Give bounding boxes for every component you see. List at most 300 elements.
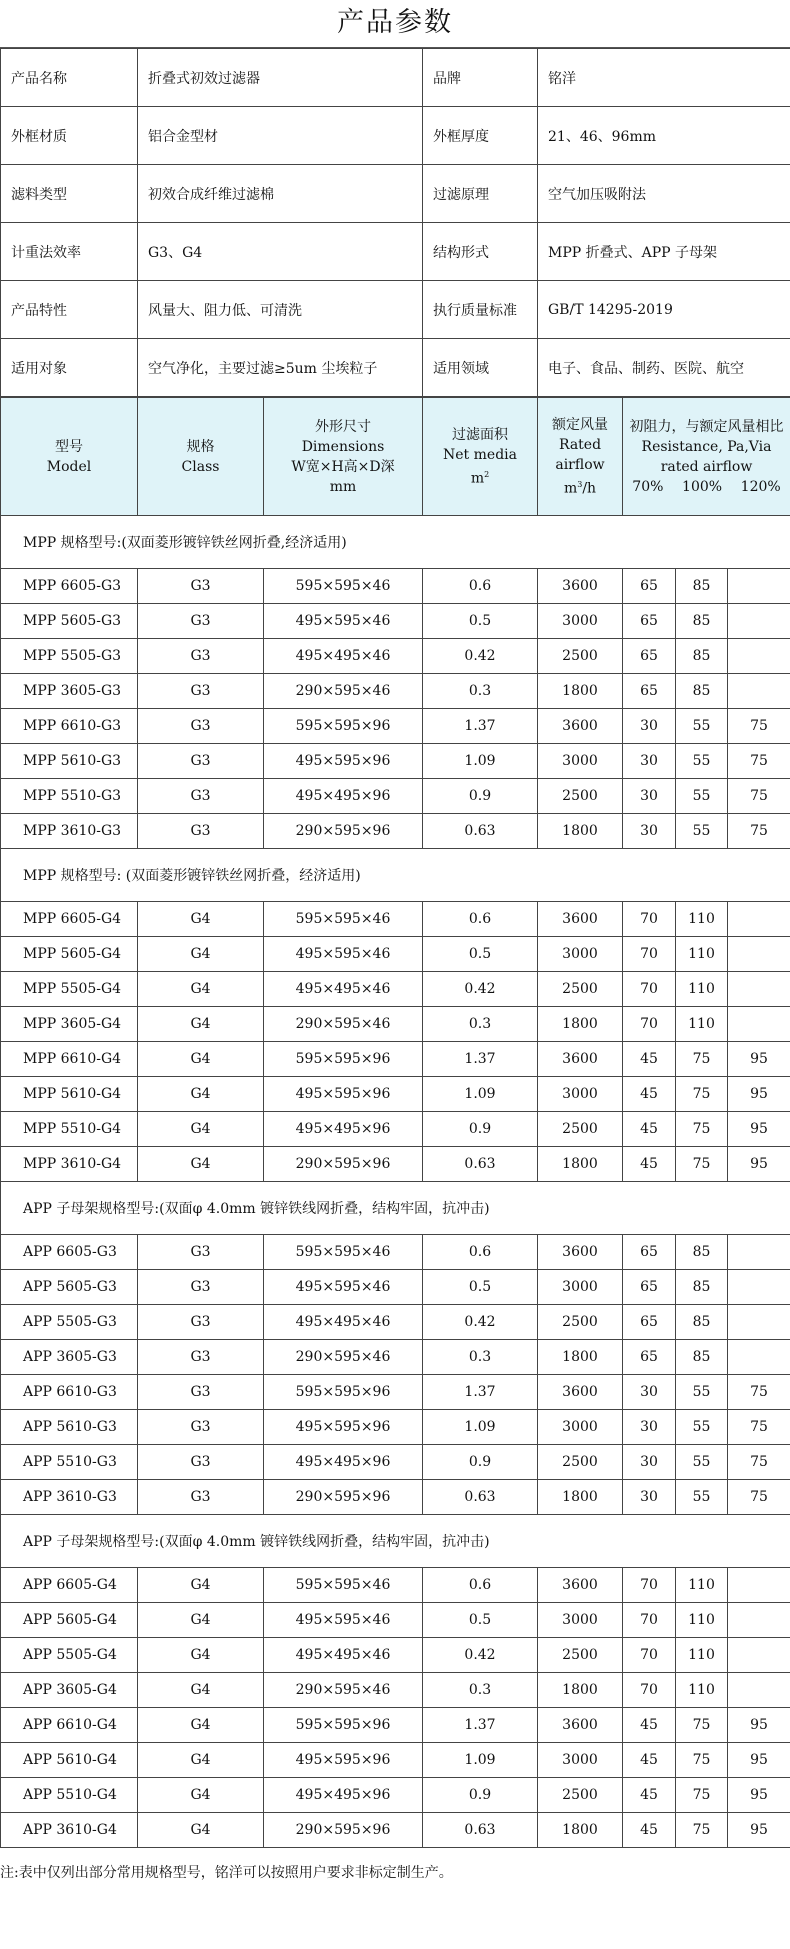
- property-label: 产品名称: [1, 49, 138, 107]
- cell-class: G4: [138, 1813, 264, 1848]
- group-header-row: [1, 1182, 790, 1235]
- property-value: GB/T 14295-2019: [538, 281, 790, 339]
- table-row: [1, 779, 790, 814]
- cell-net-media: 1.37: [423, 1375, 538, 1410]
- table-row: [1, 1305, 790, 1340]
- table-row: [1, 1007, 790, 1042]
- cell-dimensions: 495×595×96: [264, 744, 423, 779]
- cell-rated-airflow: 2500: [538, 1305, 623, 1340]
- cell-resistance-120: [728, 639, 790, 674]
- cell-model: APP 5605-G3: [1, 1270, 138, 1305]
- table-row: [1, 709, 790, 744]
- cell-dimensions: 495×595×96: [264, 1743, 423, 1778]
- cell-net-media: 0.42: [423, 972, 538, 1007]
- cell-resistance-70: 70: [623, 1638, 676, 1673]
- cell-rated-airflow: 3000: [538, 744, 623, 779]
- cell-class: G3: [138, 779, 264, 814]
- cell-rated-airflow: 3000: [538, 1410, 623, 1445]
- header-net-media: 过滤面积 Net media $m^2$: [423, 398, 538, 516]
- cell-net-media: 1.09: [423, 744, 538, 779]
- cell-dimensions: 495×595×46: [264, 1270, 423, 1305]
- cell-resistance-120: [728, 1638, 790, 1673]
- cell-model: MPP 6610-G3: [1, 709, 138, 744]
- cell-model: MPP 5510-G3: [1, 779, 138, 814]
- cell-class: G3: [138, 674, 264, 709]
- table-row: [1, 639, 790, 674]
- cell-rated-airflow: 3600: [538, 709, 623, 744]
- cell-dimensions: 595×595×46: [264, 1235, 423, 1270]
- cell-resistance-70: 65: [623, 1340, 676, 1375]
- cell-class: G3: [138, 1340, 264, 1375]
- group-label: APP 子母架规格型号:(双面φ 4.0mm 镀锌铁线网折叠，结构牢固，抗冲击): [1, 1182, 790, 1235]
- cell-model: APP 5510-G4: [1, 1778, 138, 1813]
- cell-resistance-120: [728, 1270, 790, 1305]
- cell-dimensions: 595×595×46: [264, 902, 423, 937]
- cell-rated-airflow: 2500: [538, 1778, 623, 1813]
- cell-resistance-100: 55: [676, 709, 728, 744]
- cell-resistance-100: 75: [676, 1708, 728, 1743]
- property-label: 滤料类型: [1, 165, 138, 223]
- cell-dimensions: 495×495×96: [264, 1445, 423, 1480]
- cell-dimensions: 495×495×96: [264, 1112, 423, 1147]
- cell-resistance-70: 45: [623, 1112, 676, 1147]
- cell-model: MPP 6610-G4: [1, 1042, 138, 1077]
- cell-resistance-100: 110: [676, 1568, 728, 1603]
- property-value: 21、46、96mm: [538, 107, 790, 165]
- cell-resistance-100: 75: [676, 1743, 728, 1778]
- property-row: [1, 107, 790, 165]
- cell-resistance-70: 30: [623, 1375, 676, 1410]
- cell-resistance-70: 30: [623, 779, 676, 814]
- cell-resistance-120: [728, 674, 790, 709]
- spec-table: [0, 397, 790, 1848]
- cell-resistance-100: 55: [676, 779, 728, 814]
- cell-dimensions: 595×595×96: [264, 1375, 423, 1410]
- cell-rated-airflow: 1800: [538, 1480, 623, 1515]
- cell-net-media: 0.3: [423, 1340, 538, 1375]
- cell-model: APP 5510-G3: [1, 1445, 138, 1480]
- cell-resistance-100: 110: [676, 937, 728, 972]
- cell-net-media: 0.3: [423, 674, 538, 709]
- cell-rated-airflow: 2500: [538, 972, 623, 1007]
- cell-class: G4: [138, 1638, 264, 1673]
- cell-resistance-120: 95: [728, 1743, 790, 1778]
- property-value: G3、G4: [138, 223, 423, 281]
- cell-model: APP 5610-G3: [1, 1410, 138, 1445]
- cell-resistance-120: [728, 1007, 790, 1042]
- cell-dimensions: 495×595×46: [264, 1603, 423, 1638]
- cell-dimensions: 290×595×96: [264, 814, 423, 849]
- cell-resistance-120: [728, 1340, 790, 1375]
- table-row: [1, 1480, 790, 1515]
- cell-class: G3: [138, 1235, 264, 1270]
- cell-resistance-70: 70: [623, 1673, 676, 1708]
- cell-model: APP 5610-G4: [1, 1743, 138, 1778]
- cell-model: MPP 5505-G3: [1, 639, 138, 674]
- cell-resistance-100: 55: [676, 1445, 728, 1480]
- cell-net-media: 1.09: [423, 1077, 538, 1112]
- table-row: [1, 937, 790, 972]
- cell-class: G4: [138, 1743, 264, 1778]
- cell-class: G3: [138, 1445, 264, 1480]
- cell-resistance-100: 75: [676, 1813, 728, 1848]
- cell-resistance-100: 55: [676, 1480, 728, 1515]
- cell-net-media: 0.6: [423, 902, 538, 937]
- cell-resistance-100: 110: [676, 1638, 728, 1673]
- cell-net-media: 0.42: [423, 1305, 538, 1340]
- cell-net-media: 0.42: [423, 639, 538, 674]
- table-row: [1, 1147, 790, 1182]
- cell-resistance-120: [728, 972, 790, 1007]
- cell-rated-airflow: 3600: [538, 1568, 623, 1603]
- cell-model: MPP 3605-G4: [1, 1007, 138, 1042]
- table-row: [1, 674, 790, 709]
- cell-resistance-70: 45: [623, 1042, 676, 1077]
- cell-resistance-70: 70: [623, 902, 676, 937]
- cell-rated-airflow: 2500: [538, 1112, 623, 1147]
- spec-header-row: [1, 398, 790, 516]
- table-row: [1, 1603, 790, 1638]
- cell-resistance-120: 95: [728, 1708, 790, 1743]
- cell-dimensions: 495×595×46: [264, 937, 423, 972]
- cell-class: G4: [138, 1042, 264, 1077]
- cell-resistance-120: [728, 604, 790, 639]
- cell-resistance-120: 75: [728, 709, 790, 744]
- cell-net-media: 0.9: [423, 779, 538, 814]
- cell-net-media: 0.9: [423, 1778, 538, 1813]
- property-label: 执行质量标准: [423, 281, 538, 339]
- table-row: [1, 1270, 790, 1305]
- cell-net-media: 0.63: [423, 814, 538, 849]
- cell-model: MPP 5610-G3: [1, 744, 138, 779]
- cell-resistance-100: 75: [676, 1077, 728, 1112]
- cell-resistance-120: 95: [728, 1077, 790, 1112]
- property-label: 适用对象: [1, 339, 138, 397]
- cell-class: G3: [138, 639, 264, 674]
- cell-class: G3: [138, 569, 264, 604]
- table-row: [1, 1708, 790, 1743]
- group-label: MPP 规格型号: (双面菱形镀锌铁丝网折叠，经济适用): [1, 849, 790, 902]
- table-row: [1, 1340, 790, 1375]
- cell-resistance-70: 70: [623, 972, 676, 1007]
- cell-class: G4: [138, 1568, 264, 1603]
- cell-rated-airflow: 3600: [538, 569, 623, 604]
- cell-resistance-70: 45: [623, 1778, 676, 1813]
- table-row: [1, 1410, 790, 1445]
- cell-net-media: 0.6: [423, 569, 538, 604]
- cell-rated-airflow: 1800: [538, 1673, 623, 1708]
- cell-resistance-100: 75: [676, 1147, 728, 1182]
- cell-resistance-120: [728, 569, 790, 604]
- cell-resistance-120: 75: [728, 1375, 790, 1410]
- cell-model: APP 6610-G4: [1, 1708, 138, 1743]
- property-row: [1, 339, 790, 397]
- table-row: [1, 902, 790, 937]
- cell-resistance-70: 45: [623, 1147, 676, 1182]
- cell-model: MPP 5605-G3: [1, 604, 138, 639]
- cell-class: G4: [138, 972, 264, 1007]
- cell-resistance-100: 85: [676, 674, 728, 709]
- table-row: [1, 604, 790, 639]
- cell-resistance-120: 75: [728, 814, 790, 849]
- cell-resistance-100: 55: [676, 1410, 728, 1445]
- table-row: [1, 814, 790, 849]
- header-resistance: 初阻力，与额定风量相比 Resistance, Pa,Via rated airflow 70% 100% 120%: [623, 398, 790, 516]
- property-value: 初效合成纤维过滤棉: [138, 165, 423, 223]
- cell-rated-airflow: 3000: [538, 604, 623, 639]
- cell-dimensions: 290×595×96: [264, 1147, 423, 1182]
- cell-class: G3: [138, 1375, 264, 1410]
- cell-resistance-120: [728, 1673, 790, 1708]
- cell-net-media: 1.37: [423, 1708, 538, 1743]
- cell-rated-airflow: 2500: [538, 639, 623, 674]
- property-row: [1, 281, 790, 339]
- cell-resistance-120: 95: [728, 1112, 790, 1147]
- cell-resistance-70: 65: [623, 604, 676, 639]
- cell-model: MPP 5510-G4: [1, 1112, 138, 1147]
- cell-resistance-120: 95: [728, 1778, 790, 1813]
- cell-resistance-100: 85: [676, 1340, 728, 1375]
- cell-dimensions: 595×595×96: [264, 1708, 423, 1743]
- table-row: [1, 1673, 790, 1708]
- cell-class: G3: [138, 1480, 264, 1515]
- property-label: 适用领域: [423, 339, 538, 397]
- cell-class: G4: [138, 1673, 264, 1708]
- cell-rated-airflow: 1800: [538, 1813, 623, 1848]
- cell-net-media: 0.5: [423, 604, 538, 639]
- cell-resistance-120: [728, 937, 790, 972]
- header-class: 规格 Class: [138, 398, 264, 516]
- cell-dimensions: 290×595×46: [264, 674, 423, 709]
- cell-class: G4: [138, 902, 264, 937]
- table-row: [1, 1235, 790, 1270]
- cell-class: G3: [138, 1305, 264, 1340]
- cell-model: MPP 6605-G4: [1, 902, 138, 937]
- cell-model: APP 6610-G3: [1, 1375, 138, 1410]
- property-label: 外框材质: [1, 107, 138, 165]
- cell-class: G4: [138, 1603, 264, 1638]
- cell-net-media: 0.63: [423, 1147, 538, 1182]
- cell-model: APP 3605-G3: [1, 1340, 138, 1375]
- cell-rated-airflow: 3600: [538, 1708, 623, 1743]
- header-dimensions: 外形尺寸 Dimensions W宽×H高×D深 mm: [264, 398, 423, 516]
- cell-class: G4: [138, 1112, 264, 1147]
- table-row: [1, 1077, 790, 1112]
- group-label: MPP 规格型号:(双面菱形镀锌铁丝网折叠,经济适用): [1, 516, 790, 569]
- cell-resistance-120: [728, 1603, 790, 1638]
- property-value: MPP 折叠式、APP 子母架: [538, 223, 790, 281]
- cell-rated-airflow: 1800: [538, 814, 623, 849]
- cell-net-media: 1.37: [423, 1042, 538, 1077]
- cell-dimensions: 290×595×46: [264, 1007, 423, 1042]
- property-label: 产品特性: [1, 281, 138, 339]
- cell-class: G4: [138, 1147, 264, 1182]
- cell-class: G4: [138, 1778, 264, 1813]
- cell-model: APP 5505-G3: [1, 1305, 138, 1340]
- property-label: 结构形式: [423, 223, 538, 281]
- property-value: 铭洋: [538, 49, 790, 107]
- cell-net-media: 1.09: [423, 1410, 538, 1445]
- cell-class: G4: [138, 937, 264, 972]
- cell-resistance-120: 75: [728, 779, 790, 814]
- cell-dimensions: 495×595×96: [264, 1077, 423, 1112]
- cell-rated-airflow: 3600: [538, 1375, 623, 1410]
- cell-dimensions: 595×595×46: [264, 569, 423, 604]
- cell-resistance-70: 65: [623, 569, 676, 604]
- cell-model: MPP 5505-G4: [1, 972, 138, 1007]
- cell-rated-airflow: 3000: [538, 1270, 623, 1305]
- header-model: 型号 Model: [1, 398, 138, 516]
- cell-resistance-100: 55: [676, 814, 728, 849]
- cell-resistance-70: 45: [623, 1743, 676, 1778]
- cell-model: APP 5605-G4: [1, 1603, 138, 1638]
- cell-class: G4: [138, 1708, 264, 1743]
- cell-resistance-100: 110: [676, 1673, 728, 1708]
- table-row: [1, 1778, 790, 1813]
- cell-net-media: 1.09: [423, 1743, 538, 1778]
- cell-class: G3: [138, 709, 264, 744]
- table-row: [1, 1375, 790, 1410]
- cell-net-media: 0.63: [423, 1480, 538, 1515]
- properties-table: [0, 48, 790, 397]
- cell-model: APP 5505-G4: [1, 1638, 138, 1673]
- cell-resistance-70: 45: [623, 1077, 676, 1112]
- cell-model: MPP 5610-G4: [1, 1077, 138, 1112]
- cell-resistance-100: 85: [676, 569, 728, 604]
- cell-net-media: 0.42: [423, 1638, 538, 1673]
- property-value: 风量大、阻力低、可清洗: [138, 281, 423, 339]
- cell-rated-airflow: 3000: [538, 937, 623, 972]
- property-label: 外框厚度: [423, 107, 538, 165]
- cell-resistance-70: 30: [623, 1410, 676, 1445]
- cell-model: APP 6605-G3: [1, 1235, 138, 1270]
- cell-resistance-120: 75: [728, 1410, 790, 1445]
- cell-resistance-120: 95: [728, 1147, 790, 1182]
- property-label: 过滤原理: [423, 165, 538, 223]
- cell-dimensions: 290×595×96: [264, 1480, 423, 1515]
- cell-dimensions: 495×595×96: [264, 1410, 423, 1445]
- cell-resistance-100: 85: [676, 1270, 728, 1305]
- cell-model: MPP 5605-G4: [1, 937, 138, 972]
- cell-dimensions: 495×495×46: [264, 1638, 423, 1673]
- cell-model: APP 3610-G3: [1, 1480, 138, 1515]
- cell-net-media: 0.3: [423, 1673, 538, 1708]
- cell-dimensions: 290×595×96: [264, 1813, 423, 1848]
- cell-resistance-120: [728, 1235, 790, 1270]
- cell-dimensions: 495×495×46: [264, 1305, 423, 1340]
- cell-resistance-70: 70: [623, 1603, 676, 1638]
- table-row: [1, 569, 790, 604]
- cell-resistance-70: 70: [623, 1568, 676, 1603]
- cell-resistance-100: 75: [676, 1778, 728, 1813]
- table-row: [1, 1042, 790, 1077]
- cell-model: MPP 3610-G4: [1, 1147, 138, 1182]
- cell-resistance-70: 30: [623, 744, 676, 779]
- table-row: [1, 1813, 790, 1848]
- cell-resistance-70: 65: [623, 1270, 676, 1305]
- table-row: [1, 1638, 790, 1673]
- cell-net-media: 0.9: [423, 1112, 538, 1147]
- cell-model: MPP 6605-G3: [1, 569, 138, 604]
- cell-resistance-120: 75: [728, 744, 790, 779]
- cell-rated-airflow: 3600: [538, 1042, 623, 1077]
- cell-model: APP 3605-G4: [1, 1673, 138, 1708]
- property-label: 计重法效率: [1, 223, 138, 281]
- cell-net-media: 0.3: [423, 1007, 538, 1042]
- cell-dimensions: 290×595×46: [264, 1673, 423, 1708]
- cell-dimensions: 595×595×96: [264, 709, 423, 744]
- cell-rated-airflow: 2500: [538, 779, 623, 814]
- cell-rated-airflow: 3000: [538, 1603, 623, 1638]
- footer-note: 注:表中仅列出部分常用规格型号，铭洋可以按照用户要求非标定制生产。: [0, 1865, 453, 1881]
- cell-resistance-70: 30: [623, 1445, 676, 1480]
- cell-resistance-100: 110: [676, 1603, 728, 1638]
- cell-rated-airflow: 1800: [538, 1340, 623, 1375]
- cell-resistance-70: 65: [623, 1305, 676, 1340]
- group-header-row: [1, 1515, 790, 1568]
- cell-class: G3: [138, 1270, 264, 1305]
- cell-resistance-100: 85: [676, 639, 728, 674]
- cell-resistance-100: 75: [676, 1042, 728, 1077]
- cell-resistance-120: 75: [728, 1445, 790, 1480]
- property-value: 折叠式初效过滤器: [138, 49, 423, 107]
- cell-net-media: 0.5: [423, 1270, 538, 1305]
- group-label: APP 子母架规格型号:(双面φ 4.0mm 镀锌铁线网折叠，结构牢固，抗冲击): [1, 1515, 790, 1568]
- cell-dimensions: 595×595×96: [264, 1042, 423, 1077]
- cell-rated-airflow: 2500: [538, 1638, 623, 1673]
- cell-rated-airflow: 1800: [538, 674, 623, 709]
- cell-rated-airflow: 3000: [538, 1743, 623, 1778]
- cell-resistance-70: 65: [623, 1235, 676, 1270]
- cell-resistance-100: 55: [676, 744, 728, 779]
- cell-net-media: 0.5: [423, 937, 538, 972]
- cell-resistance-70: 30: [623, 709, 676, 744]
- cell-net-media: 1.37: [423, 709, 538, 744]
- cell-resistance-100: 85: [676, 1235, 728, 1270]
- cell-resistance-100: 110: [676, 1007, 728, 1042]
- cell-dimensions: 290×595×46: [264, 1340, 423, 1375]
- cell-resistance-120: 75: [728, 1480, 790, 1515]
- group-header-row: [1, 849, 790, 902]
- cell-rated-airflow: 1800: [538, 1007, 623, 1042]
- cell-resistance-70: 30: [623, 814, 676, 849]
- cell-rated-airflow: 1800: [538, 1147, 623, 1182]
- property-row: [1, 165, 790, 223]
- cell-dimensions: 595×595×46: [264, 1568, 423, 1603]
- cell-resistance-100: 75: [676, 1112, 728, 1147]
- cell-resistance-70: 70: [623, 937, 676, 972]
- property-value: 电子、食品、制药、医院、航空: [538, 339, 790, 397]
- table-row: [1, 1112, 790, 1147]
- cell-class: G3: [138, 814, 264, 849]
- cell-resistance-100: 110: [676, 902, 728, 937]
- cell-dimensions: 495×495×46: [264, 639, 423, 674]
- cell-net-media: 0.63: [423, 1813, 538, 1848]
- table-row: [1, 1568, 790, 1603]
- cell-class: G4: [138, 1077, 264, 1112]
- cell-resistance-70: 30: [623, 1480, 676, 1515]
- cell-dimensions: 495×595×46: [264, 604, 423, 639]
- cell-class: G4: [138, 1007, 264, 1042]
- cell-dimensions: 495×495×96: [264, 1778, 423, 1813]
- header-rated-airflow: 额定风量 Rated airflow $m^3/h$: [538, 398, 623, 516]
- property-value: 空气净化，主要过滤≥5um 尘埃粒子: [138, 339, 423, 397]
- table-row: [1, 1445, 790, 1480]
- cell-class: G3: [138, 604, 264, 639]
- property-label: 品牌: [423, 49, 538, 107]
- table-row: [1, 1743, 790, 1778]
- cell-model: APP 6605-G4: [1, 1568, 138, 1603]
